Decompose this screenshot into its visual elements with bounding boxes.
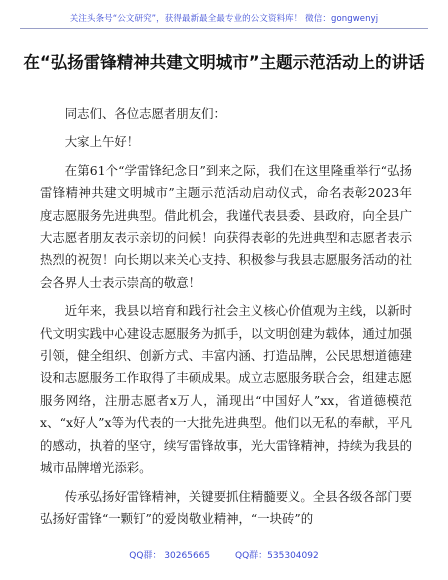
document-body xyxy=(40,103,412,536)
qq-group-2: QQ群：535304092 xyxy=(235,551,319,561)
greeting: 大家上午好！ xyxy=(64,134,140,150)
salutation: 同志们、各位志愿者朋友们： xyxy=(64,106,226,121)
document-title: 在“弘扬雷锋精神共建文明城市”主题示范活动上的讲话 xyxy=(23,53,425,72)
header-divider xyxy=(20,28,428,29)
qq-group-1: QQ群： 30265665 xyxy=(129,551,211,561)
body-paragraph: 近年来，我县以培育和践行社会主义核心价值观为主线，以新时代文明实践中心建设志愿服务为抓手，以文明创建为载体，通过加强引领，健全组织、创新方式、丰富内涵、打造品牌，公民思想道德建设和志愿服务工作取得了丰硕成果。成立志愿服务联合会，组建志愿服务网络，注册志愿者x万人，涌现出“中国好人”xx，省道德模范x、“x好人”x等为代表的一大批先进典型。他们以无私的奉献，平凡的感动，执着的坚守，续写雷锋故事，光大雷锋精神，持续为我县的城市品牌增光添彩。 xyxy=(40,303,412,476)
body-paragraph: 传承弘扬好雷锋精神，关键要抓住精髓要义。全县各级各部门要弘扬好雷锋“一颗钉”的爱岗敬业精神，“一块砖”的 xyxy=(40,488,412,526)
body-paragraph: 在第61个“学雷锋纪念日”到来之际，我们在这里隆重举行“弘扬雷锋精神共建文明城市”主题示范活动启动仪式，命名表彰2023年度志愿服务先进典型。借此机会，我谨代表县委、县政府，向全县广大志愿者朋友表示亲切的问候！向获得表彰的先进典型和志愿者表示热烈的祝贺！向长期以来关心支持、积极参与我县志愿服务活动的社会各界人士表示崇高的敬意！ xyxy=(40,162,412,290)
footer-note xyxy=(0,548,448,561)
header-note: 关注头条号“公文研究”，获得最新最全最专业的公文资料库！ 微信：gongwenyj xyxy=(69,14,379,24)
